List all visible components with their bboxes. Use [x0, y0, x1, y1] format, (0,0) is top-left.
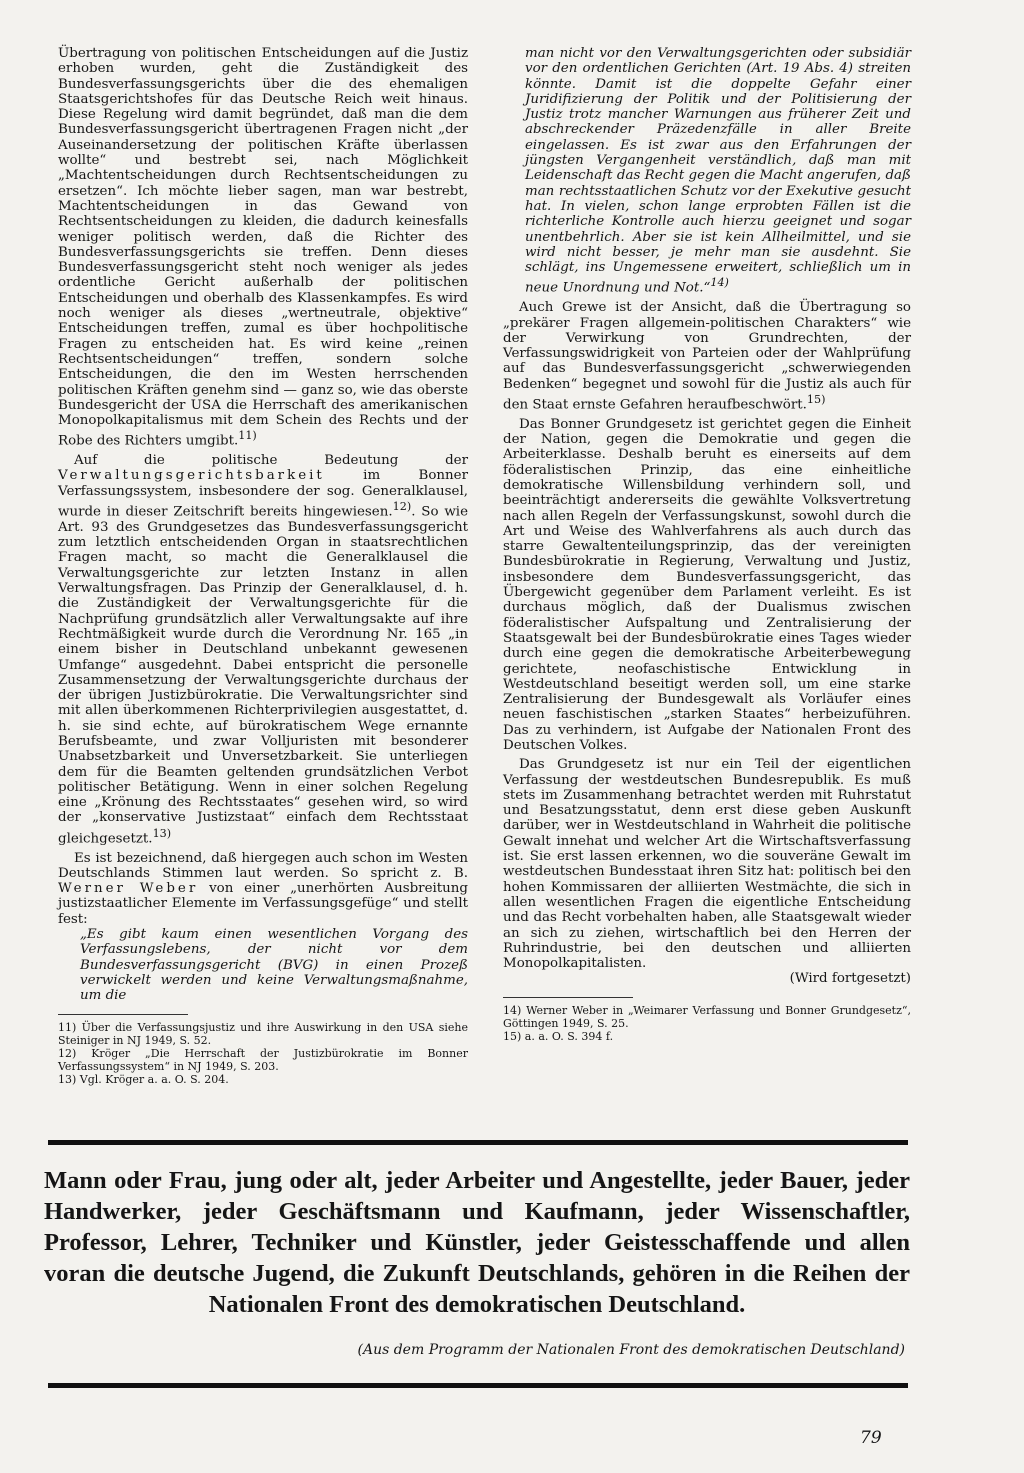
left-paragraph-1 — [58, 46, 468, 449]
weber-quote-continued — [503, 46, 911, 296]
footnote-13: 13) Vgl. Kröger a. a. O. S. 204. — [58, 1072, 229, 1086]
left-paragraph-3 — [58, 851, 468, 927]
slogan-bottom-rule — [48, 1383, 908, 1388]
right-paragraph-1-text: Auch Grewe ist der Ansicht, daß die Übertragung so „prekärer Fragen allgemein-politischen Charakters“ wie der Verwirkung von Grundrechten, der Verfassungswidrigkeit von Parteien oder der Wahlprüfung auf das Bundesverfassungsgericht „schwerwiegenden Bedenken“ begegnet und sowohl für die Justiz als auch für den Staat ernste Gefahren heraufbeschwört. — [503, 300, 911, 413]
left-paragraph-3-text-a: Es ist bezeichnend, daß hiergegen auch schon im Westen Deutschlands Stimmen laut werden. So spricht z. B. — [58, 850, 468, 881]
footnote-divider — [58, 1014, 188, 1015]
slogan-source: (Aus dem Programm der Nationalen Front des demokratischen Deutschland) — [357, 1342, 905, 1358]
continued-note: (Wird fortgesetzt) — [789, 971, 911, 987]
emphasized-term-verwaltungsgerichtsbarkeit: Verwaltungsgerichtsbarkeit — [58, 468, 325, 484]
footnote-ref-15: 15) — [806, 393, 826, 406]
weber-quote-continued-text — [525, 46, 911, 296]
emphasized-name-werner-weber: Werner Weber — [58, 881, 199, 897]
slogan-top-rule — [48, 1140, 908, 1145]
right-paragraph-3: Das Grundgesetz ist nur ein Teil der eigentlichen Verfassung der westdeutschen Bundesrepublik. Es muß stets im Zusammenhang betrachtet werden mit Ruhrstatut und Besatzungsstatut, denn erst diese geben Auskunft darüber, wer in Westdeutschland in Wahrheit die politische Gewalt innehat und welcher Art die Wirtschaftsverfassung ist. Sie erst lassen erkennen, wo die souveräne Gewalt im westdeutschen Bundesstaat ihren Sitz hat: politisch bei den hohen Kommissaren der alliierten Westmächte, die sich in allen wesentlichen Fragen die eigentliche Entscheidung und das Recht vorbehalten haben, alle Staatsgewalt wieder an sich zu ziehen, wirtschaftlich bei den Herren der Ruhrindustrie, bei den deutschen und alliierten Monopolkapitalisten. — [503, 757, 911, 972]
page-number: 79 — [860, 1428, 882, 1448]
footnote-ref-13: 13) — [152, 826, 172, 840]
left-column — [58, 46, 468, 1086]
weber-quote — [58, 927, 468, 1003]
footnote-ref-14: 14) — [710, 276, 729, 290]
footnote-divider-right — [503, 997, 633, 998]
right-paragraph-1 — [503, 300, 911, 413]
left-paragraph-2 — [58, 453, 468, 846]
footnote-14: 14) Werner Weber in „Weimarer Verfassung und Bonner Grundgesetz“, Göttingen 1949, S. 25. — [503, 1003, 911, 1030]
footnote-11: 11) Über die Verfassungsjustiz und ihre Auswirkung in den USA siehe Steiniger in NJ 1949, S. 52. — [58, 1020, 468, 1047]
left-paragraph-1-text: Übertragung von politischen Entscheidungen auf die Justiz erhoben wurden, geht die Zuständigkeit des Bundesverfassungsgerichts über die des ehemaligen Staatsgerichtshofes für das Deutsche Reich weit hinaus. Diese Regelung wird damit begründet, daß man die dem Bundesverfassungsgericht übertragenen Fragen nicht „der Auseinandersetzung der politischen Kräfte überlassen wollte“ und bestrebt sei, nach Möglichkeit „Machtentscheidungen durch Rechtsentscheidungen zu ersetzen“. Ich möchte lieber sagen, man war bestrebt, Machtentscheidungen in das Gewand von Rechtsentscheidungen zu kleiden, die dadurch keinesfalls weniger politisch werden, daß die Richter des Bundesverfassungsgerichts sie treffen. Denn dieses Bundesverfassungsgericht steht noch weniger als jedes ordentliche Gericht außerhalb der politischen Entscheidungen und oberhalb des Klassenkampfes. Es wird noch weniger als dieses „wertneutrale, objektive“ Entscheidungen treffen, zumal es über hochpolitische Fragen zu entscheiden hat. Es wird keine „reinen Rechtsentscheidungen“ treffen, sondern solche Entscheidungen, die den im Westen herrschenden politischen Kräften genehm sind — ganz so, wie das oberste Bundesgericht der USA die Herrschaft des amerikanischen Monopolkapitalismus mit dem Schein des Rechts und der Robe des Richters umgibt. — [58, 46, 468, 449]
national-front-slogan: Mann oder Frau, jung oder alt, jeder Arbeiter und Angestellte, jeder Bauer, jeder Handwerker, jeder Geschäftsmann und Kaufmann, jeder Wissenschaftler, Professor, Lehrer, Techniker und Künstler, jeder Geistesschaffende und allen voran die deutsche Jugend, die Zukunft Deutschlands, gehören in die Reihen der Nationalen Front des demokratischen Deutschland. — [44, 1167, 910, 1318]
footnote-ref-11: 11) — [238, 429, 257, 443]
right-paragraph-2: Das Bonner Grundgesetz ist gerichtet gegen die Einheit der Nation, gegen die Demokratie und gegen die Arbeiterklasse. Deshalb beruht es einerseits auf dem föderalistischen Prinzip, das eine einheitliche demokratische Willensbildung verhindern soll, und beeinträchtigt andererseits die gewählte Volksvertretung nach allen Regeln der Verfassungskunst, sowohl durch die Art und Weise des Wahlverfahrens als auch durch das starre Gewaltenteilungsprinzip, das der vereinigten Bundesbürokratie in Regierung, Verwaltung und Justiz, insbesondere dem Bundesverfassungsgericht, das Übergewicht gegenüber dem Parlament verleiht. Es ist durchaus möglich, daß der Dualismus zwischen föderalistischer Aufspaltung und Zentralisierung der Staatsgewalt bei der Bundesbürokratie eines Tages wieder durch eine gegen die demokratische Arbeiterbewegung gerichtete, neofaschistische Entwicklung in Westdeutschland beseitigt werden soll, um eine starke Zentralisierung der Bundesgewalt als Vorläufer eines neuen faschistischen „starken Staates“ herbeizuführen. Das zu verhindern, ist Aufgabe der Nationalen Front des Deutschen Volkes. — [503, 416, 911, 753]
weber-quote-text: „Es gibt kaum einen wesentlichen Vorgang des Verfassungslebens, der nicht vor dem Bundesverfassungsgericht (BVG) in einen Prozeß verwickelt werden und keine Verwaltungsmaßnahme, um die — [80, 927, 468, 1004]
footnote-15: 15) a. a. O. S. 394 f. — [503, 1029, 614, 1043]
right-column — [503, 46, 911, 1043]
left-paragraph-3-text-b: von einer „unerhörten Ausbreitung justizstaatlicher Elemente im Verfassungsgefüge“ und stellt fest: — [58, 881, 468, 927]
footnote-ref-12: 12) — [392, 500, 412, 514]
left-paragraph-2-text-c: . So wie Art. 93 des Grundgesetzes das Bundesverfassungsgericht zum letztlich entscheidenden Organ in staatsrechtlichen Fragen macht, so macht die Generalklausel die Verwaltungsgerichte zur letzten Instanz in allen Verwaltungsfragen. Das Prinzip der Generalklausel, d. h. die Zuständigkeit der Verwaltungsgerichte für die Nachprüfung grundsätzlich aller Verwaltungsakte auf ihre Rechtmäßigkeit wurde durch die Verordnung Nr. 165 „in einem bisher in Deutschland unbekannt gewesenen Umfange“ ausgedehnt. Dabei entspricht die personelle Zusammensetzung der Verwaltungsgerichte durchaus der der übrigen Justizbürokratie. Die Verwaltungsrichter sind mit allen überkommenen Richterprivilegien ausgestattet, d. h. sie sind echte, auf bürokratischem Wege ernannte Berufsbeamte, und zwar Volljuristen mit besonderer Unabsetzbarkeit und Unversetzbarkeit. Sie unterliegen dem für die Beamten geltenden grundsätzlichen Verbot politischer Betätigung. Wenn in einer solchen Regelung eine „Krönung des Rechtsstaates“ gesehen wird, so wird der „konservative Justizstaat“ einfach dem Rechtsstaat gleichgesetzt. — [58, 504, 468, 847]
weber-quote-continued-body: man nicht vor den Verwaltungsgerichten oder subsidiär vor den ordentlichen Gerichten (Art. 19 Abs. 4) streiten könnte. Damit ist die doppelte Gefahr einer Juridifizierung der Politik und der Politisierung der Justiz trotz mancher Warnungen aus früherer Zeit und abschreckender Präzedenzfälle in aller Breite eingelassen. Es ist zwar aus den Erfahrungen der jüngsten Vergangenheit verständlich, daß man mit Leidenschaft das Recht gegen die Macht angerufen, daß man rechtsstaatlichen Schutz vor der Exekutive gesucht hat. In vielen, schon lange erprobten Fällen ist die richterliche Kontrolle auch hierzu geeignet und sogar unentbehrlich. Aber sie ist kein Allheilmittel, und sie wird nicht besser, je mehr man sie ausdehnt. Sie schlägt, ins Ungemessene erweitert, schließlich um in neue Unordnung und Not.“ — [525, 46, 911, 296]
footnote-12: 12) Kröger „Die Herrschaft der Justizbürokratie im Bonner Verfassungssystem“ in NJ 1949, S. 203. — [58, 1046, 468, 1073]
left-paragraph-2-text-b: im Bonner Verfassungssystem, insbesondere der sog. Generalklausel, wurde in dieser Zeitschrift bereits hingewiesen. — [58, 468, 468, 520]
left-paragraph-2-text-a: Auf die politische Bedeutung der — [74, 453, 468, 469]
